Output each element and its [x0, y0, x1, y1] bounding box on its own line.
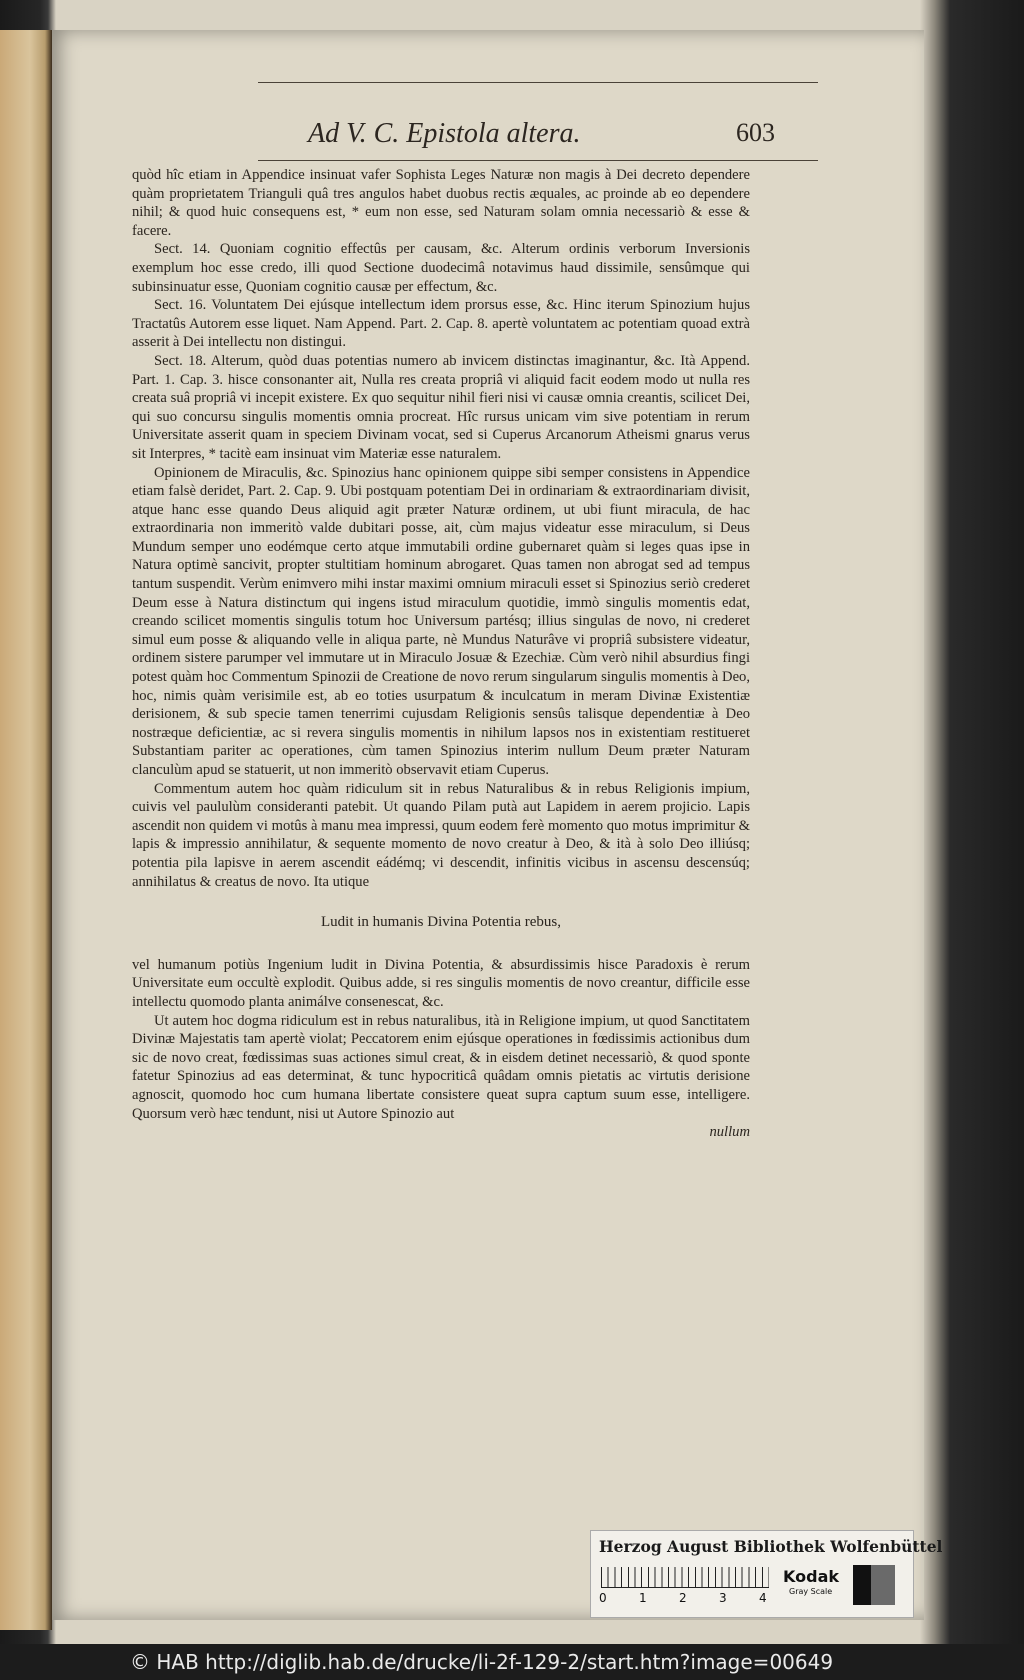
paragraph: vel humanum potiùs Ingenium ludit in Divina Potentia, & absurdissimis hisce Paradoxis è rerum Universitate eum occultè explodit. Quibus adde, si res singulis momentis de novo creantur, difficile esse intellectu quomodo planta animálve consenescat, &c. — [132, 956, 750, 1010]
catchword: nullum — [709, 1124, 750, 1141]
paragraph: Sect. 14. Quoniam cognitio effectûs per causam, &c. Alterum ordinis verborum Inversionis exemplum hoc esse credo, illi quod Sectione duodecimâ notavimus haud dissimile, sensûmque qui subinsinuatur esse, Quoniam cognitio causæ per effectum, &c. — [132, 241, 750, 295]
gray-swatch-dark — [853, 1565, 871, 1605]
paragraph: Commentum autem hoc quàm ridiculum sit in rebus Naturalibus & in rebus Religionis impium, cuivis vel paululùm consideranti patebit. Ut quando Pilam putà aut Lapidem in aerem projicio. Lapis ascendit non quidem vi motûs à manu mea impressi, quum eodem ferè momento quo motus imprimitur & lapis & impressio annihilatur, & sequente momento de novo creatur à Deo, & ità à solo Deo illiúsq; potentia pila lapisve in aerem ascendit eádémq; vi descendit, infinitis vicibus in ascensu descensúq; annihilatus & creatus de novo. Ita utique — [132, 780, 750, 890]
color-calibration-card — [590, 1530, 943, 1618]
paragraph: Opinionem de Miraculis, &c. Spinozius hanc opinionem quippe sibi semper consistens in Appendice etiam falsè deridet, Part. 2. Cap. 9. Ubi postquam potentiam Dei in ordinariam & extraordinariam divisit, atque hanc esse quando Deus aliquid agit præter Naturæ ordinem, ut ubi fiunt miracula, de hac extraordinaria non immeritò valde dubitari posse, ait, cùm majus videatur esse miraculum, si Deus Mundum semper uno eodémque certo atque immutabili ordine gubernaret quàm si leges quas ipse in Natura optimè sancivit, propter stultitiam hominum abrogaret. Quas tamen non abrogat sed ad tempus tantum suspendit. Verùm enimvero mihi instar maximi omnium miraculi esset si Spinozius seriò crederet Deum esse à Natura distinctum qui ingens istud miraculum quotidie, immò singulis momentis edat, creando scilicet momentis singulis totum hoc Universum partésq; illius singulas de novo, ni crederet simul eum posse & aliquando velle in aliqua parte, nè Mundus Naturâve vi propriâ subsistere videatur, ordinem sistere parumper vel immutare ut in Miraculo Josuæ & Ezechiæ. Cùm verò nihil absurdius fingi potest quàm hoc Commentum Spinozii de Creatione de novo rerum singularum singulis momentis à Deo, hoc, nimis quàm verisimile est, ab eo toties usurpatum & inculcatum in meram Divinæ Existentiæ derisionem, & sub specie tamen tenerrimi cujusdam Religionis sensûs talisque dependentiæ à Deo nostræque deficientiæ, ac si revera singulis momentis in nihilum lapsos nos in existentiam restitueret Substantiam pariter ac operationes, cùm tamen Spinozius interim nullum Deum præter Naturam clanculùm apud se statuerit, ut non immeritò observavit etiam Cuperus. — [132, 464, 750, 778]
body-text — [132, 166, 750, 1142]
paragraph: Sect. 16. Voluntatem Dei ejúsque intellectum idem prorsus esse, &c. Hinc iterum Spinozium hujus Tractatûs Autorem esse liquet. Nam Append. Part. 2. Cap. 8. apertè voluntatem ac potentiam quoad extrà asserit à Dei intellectu non distingui. — [132, 297, 750, 351]
page-number: 603 — [736, 118, 775, 147]
facing-page-edge — [0, 30, 52, 1630]
ruler-number: 1 — [639, 1591, 647, 1605]
scale-ruler — [601, 1567, 769, 1588]
kodak-logo: Kodak — [783, 1567, 839, 1586]
ruler-number: 0 — [599, 1591, 607, 1605]
header-rule-top — [258, 82, 818, 83]
copyright-notice: © HAB http://diglib.hab.de/drucke/li-2f-129-2/start.htm?image=00649 — [130, 1650, 834, 1674]
paragraph: quòd hîc etiam in Appendice insinuat vafer Sophista Leges Naturæ non magis à Dei decreto dependere quàm proprietatem Trianguli quâ tres angulos habet duobus rectis æquales, ac proinde ab eo dependere nihil; & quod huic consequens est, * eum non esse, sed Naturam solam omnia necessariò & esse & facere. — [132, 167, 750, 239]
library-name: Herzog August Bibliothek Wolfenbüttel — [599, 1537, 943, 1556]
footer-bar — [0, 1644, 1024, 1680]
gray-swatch-mid — [871, 1565, 895, 1605]
gray-scale-label: Gray Scale — [789, 1587, 833, 1596]
ruler-number: 3 — [719, 1591, 727, 1605]
ruler-number: 4 — [759, 1591, 767, 1605]
header-rule-bottom — [258, 160, 818, 161]
paragraph: Sect. 18. Alterum, quòd duas potentias numero ab invicem distinctas imaginantur, &c. Ità Append. Part. 1. Cap. 3. hisce consonanter ait, Nulla res creata propriâ vi aliquid facit eodem modo ut nulla res creata suâ propriâ vi incepit existere. Ex quo sequitur nihil fieri nisi vi causæ omnia creantis, scilicet Dei, qui suo concursu singulis momentis omnia procreat. Hîc rursus unicam vim sive potentiam in rerum Universitate asserit quam in speciem Divinam vocat, sed si Cuperus Arcanorum Atheismi gnarus verus sit Interpres, * tacitè eam insinuat vim Materiæ esse naturalem. — [132, 352, 750, 462]
ruler-number: 2 — [679, 1591, 687, 1605]
paragraph: Ut autem hoc dogma ridiculum est in rebus naturalibus, ità in Religione impium, ut quod Sanctitatem Divinæ Majestatis tam apertè violat; Peccatorem enim ejúsque operationes in fœdissimis actionibus dum sic de novo creat, fœdissimas suas actiones simul creat, & in eisdem detinet necessariò, & quod sponte fatetur Spinozius ad eas determinat, & tunc hypocriticâ quâdam omnis pietatis ac virtutis derisione agnoscit, quomodo hoc cum humana libertate consistere queat supra captum suum esse, intelligere. Quorsum verò hæc tendunt, nisi ut Autore Spinozio aut — [132, 1012, 750, 1122]
running-title: Ad V. C. Epistola altera. — [308, 118, 581, 149]
verse-line: Ludit in humanis Divina Potentia rebus, — [321, 914, 561, 931]
